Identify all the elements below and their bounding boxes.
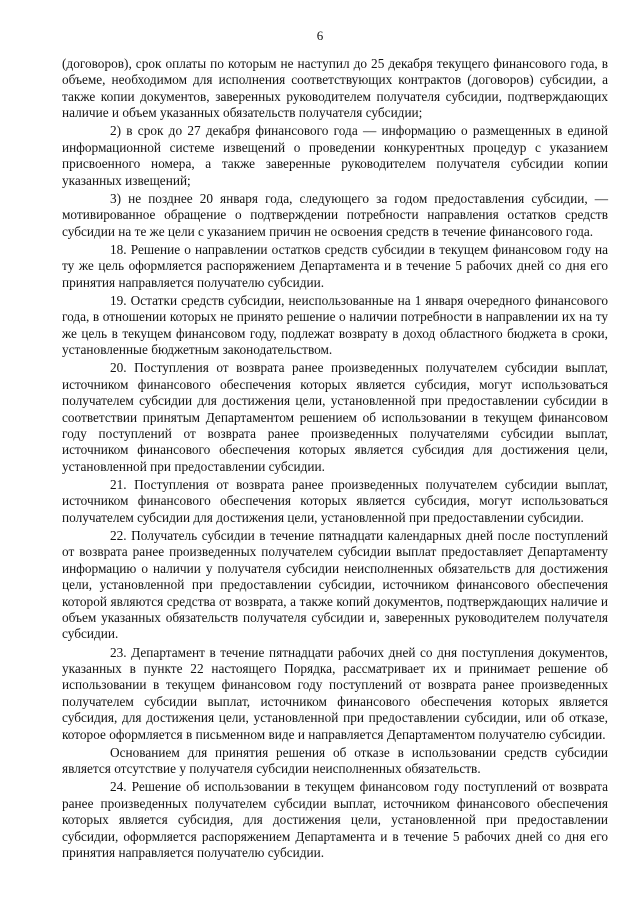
document-body xyxy=(62,56,608,863)
paragraph-clause-20: 20. Поступления от возврата ранее произведенных получателем субсидии выплат, источником финансового обеспечения которых является субсидия, могут использоваться получателем субсидии для достижения цели, установленной при предоставлении субсидии в соответствии принятым Департаментом решением об использовании в текущем финансовом году поступлений от возврата ранее произведенных получателями субсидии выплат, источником финансового обеспечения которых является субсидия для достижения цели, установленной при предоставлении субсидии. xyxy=(62,360,608,474)
paragraph-clause-21: 21. Поступления от возврата ранее произведенных получателем субсидии выплат, источником финансового обеспечения которых является субсидия, могут использоваться получателем субсидии для достижения цели, установленной при предоставлении субсидии. xyxy=(62,476,608,525)
paragraph-clause-24: 24. Решение об использовании в текущем финансовом году поступлений от возврата ранее произведенных получателем субсидии выплат, источником финансового обеспечения которых является субсидия, для достижения цели, установленной при предоставлении субсидии, оформляется распоряжением Департамента и в течение 5 рабочих дней со дня его принятия направляется получателю субсидии. xyxy=(62,779,608,861)
paragraph-clause-19: 19. Остатки средств субсидии, неиспользованные на 1 января очередного финансового года, в отношении которых не принято решение о наличии потребности в направлении их на ту же цель в текущем финансовом году, подлежат возврату в доход областного бюджета в сроки, установленные бюджетным законодательством. xyxy=(62,292,608,358)
paragraph-clause-23: 23. Департамент в течение пятнадцати рабочих дней со дня поступления документов, указанных в пункте 22 настоящего Порядка, рассматривает их и принимает решение об использовании в текущем финансовом году поступлений от возврата ранее произведенных получателем субсидии выплат, источником финансового обеспечения которых является субсидия, для достижения цели, установленной при предоставлении субсидии, или об отказе, которое оформляется в письменном виде и направляется Департаментом получателю субсидии. xyxy=(62,644,608,742)
paragraph-item-3: 3) не позднее 20 января года, следующего за годом предоставления субсидии, — мотивированное обращение о подтверждении потребности направления остатков средств субсидии на те же цели с указанием причин не освоения средств в течение финансового года. xyxy=(62,190,608,239)
paragraph-refusal-basis: Основанием для принятия решения об отказе в использовании средств субсидии является отсутствие у получателя субсидии неисполненных обязательств. xyxy=(62,744,608,777)
page-number: 6 xyxy=(316,28,324,43)
paragraph-clause-18: 18. Решение о направлении остатков средств субсидии в текущем финансовом году на ту же цель оформляется распоряжением Департамента и в течение 5 рабочих дней со дня его принятия направляется получателю субсидии. xyxy=(62,241,608,290)
paragraph-clause-22: 22. Получатель субсидии в течение пятнадцати календарных дней после поступлений от возврата ранее произведенных получателем субсидии выплат предоставляет Департаменту информацию о наличии у получателя субсидии неисполненных обязательств для достижения цели, установленной при предоставлении субсидии, источником финансового обеспечения которой являются средства от возврата, а также копий документов, подтверждающих наличие и объем указанных обязательств получателя субсидии и, заверенных руководителем получателя субсидии. xyxy=(62,527,608,642)
paragraph-continuation: (договоров), срок оплаты по которым не наступил до 25 декабря текущего финансового года, в объеме, необходимом для исполнения соответствующих контрактов (договоров) субсидии, а также копии документов, заверенных руководителем получателя субсидии, подтверждающих наличие и объем указанных обязательств получателя субсидии; xyxy=(62,56,608,121)
paragraph-item-2: 2) в срок до 27 декабря финансового года — информацию о размещенных в единой информационной системе извещений о проведении конкурентных процедур с указанием присвоенного номера, а также заверенные руководителем получателя субсидии копии указанных извещений; xyxy=(62,123,608,188)
